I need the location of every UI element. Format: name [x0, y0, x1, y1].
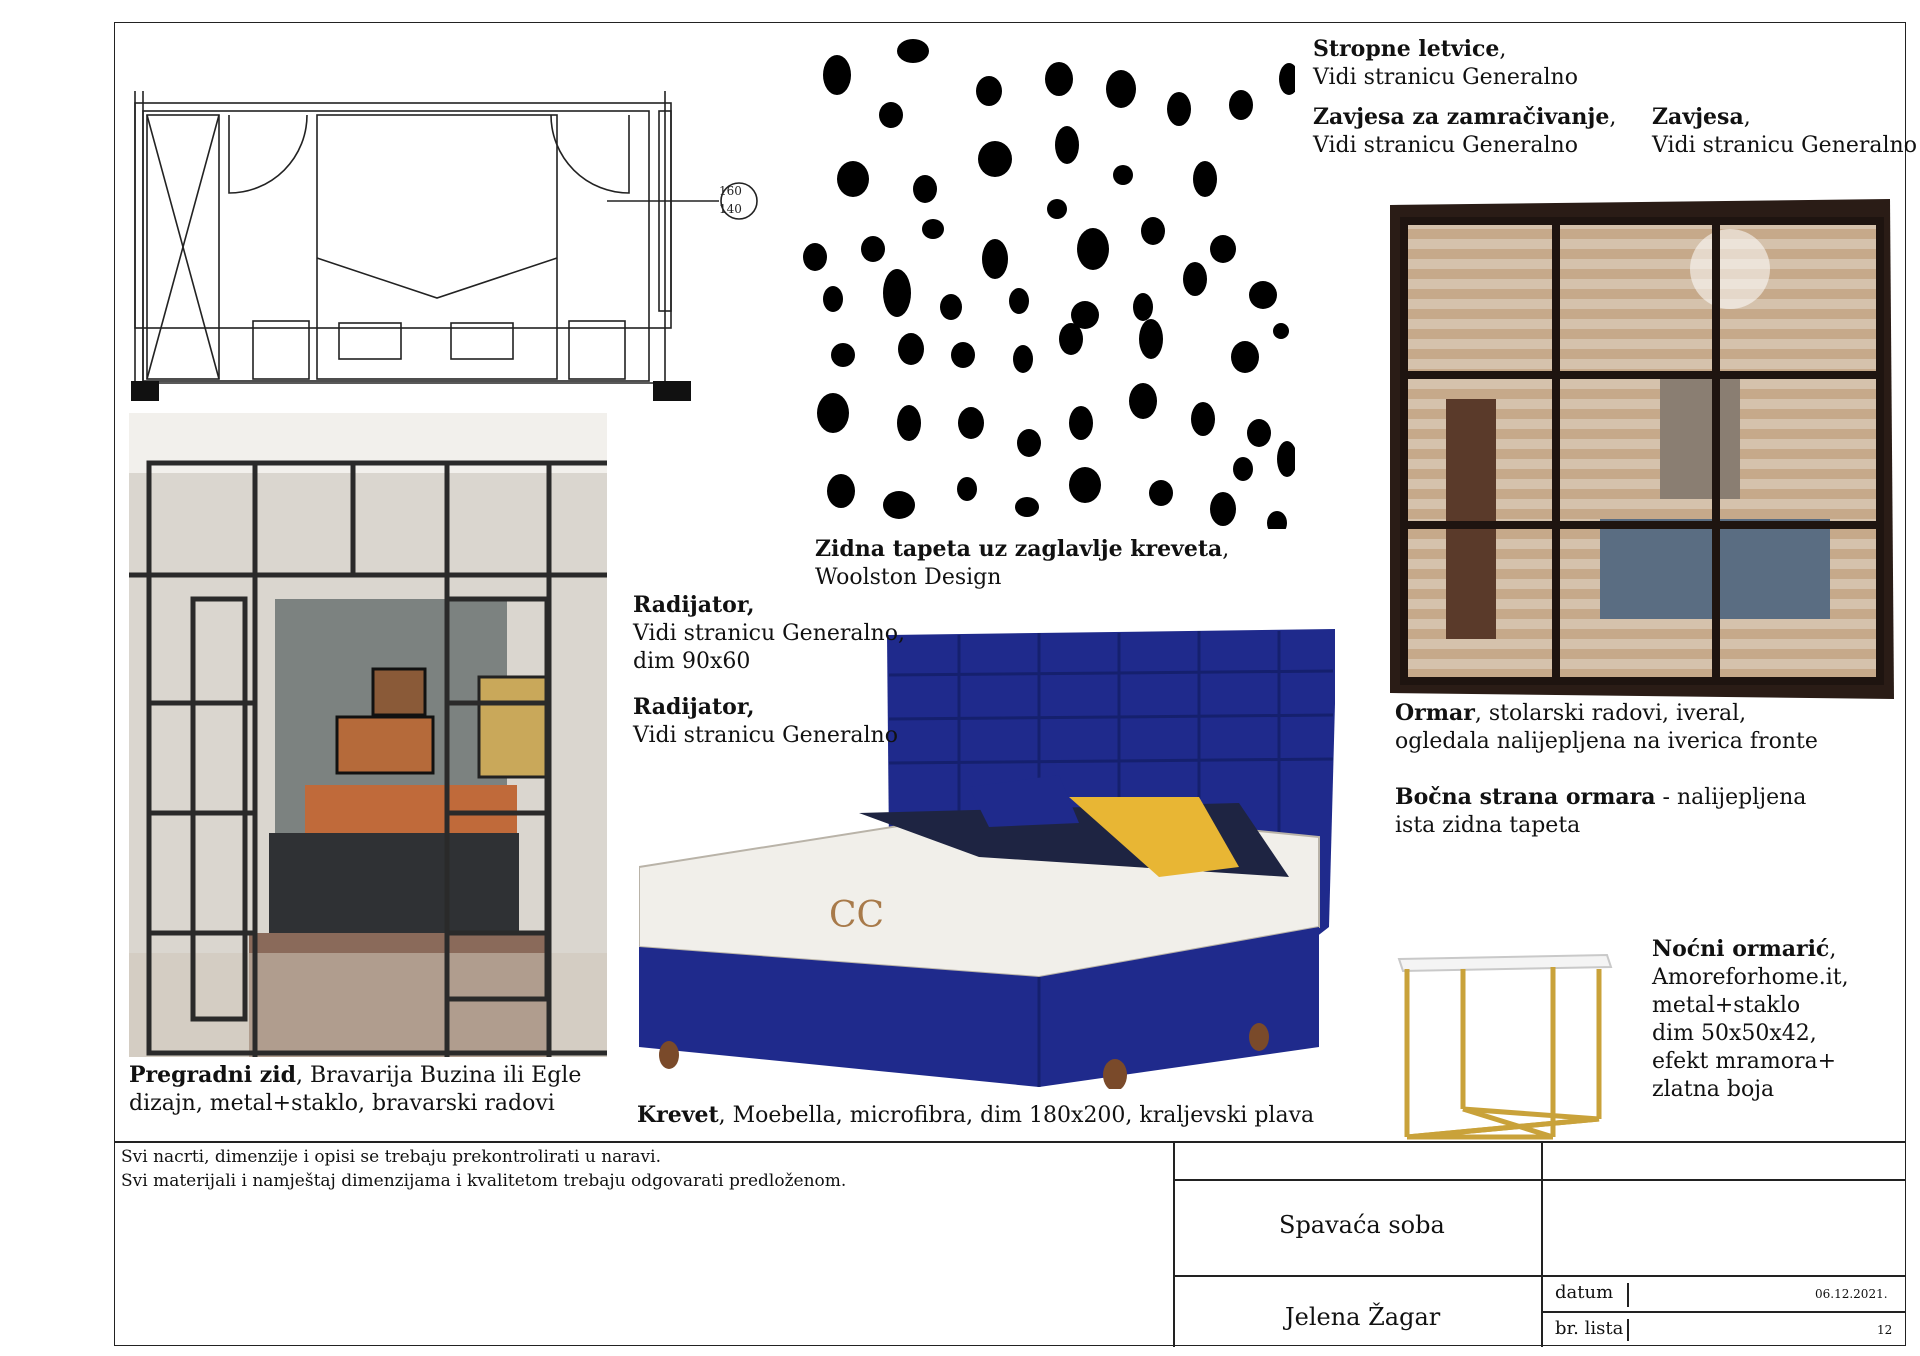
- caption-zavjesa-zam-rest: ,: [1609, 105, 1617, 130]
- title-block-tick-date: [1627, 1283, 1629, 1307]
- caption-nocni-line5: efekt mramora+: [1652, 1049, 1837, 1074]
- caption-ormar-line2: ogledala nalijepljena na iverica fronte: [1395, 729, 1818, 754]
- caption-krevet-rest: , Moebella, microfibra, dim 180x200, kraljevski plava: [718, 1103, 1315, 1128]
- caption-tapeta-bold: Zidna tapeta uz zaglavlje kreveta: [815, 536, 1223, 562]
- wallpaper-pattern: [803, 39, 1295, 529]
- side-table-photo: [1393, 939, 1621, 1149]
- caption-zavjesa-zam-line2: Vidi stranicu Generalno: [1313, 133, 1578, 158]
- caption-nocni-bold: Noćni ormarić: [1652, 936, 1830, 962]
- dim-140-label: 140: [719, 202, 742, 216]
- caption-stropne-letvice: [1313, 35, 1578, 92]
- caption-krevet-bold: Krevet: [637, 1102, 719, 1128]
- notes-line-1: Svi nacrti, dimenzije i opisi se trebaju prekontrolirati u naravi.: [121, 1147, 661, 1167]
- caption-radijator1-line2: Vidi stranicu Generalno,: [633, 621, 905, 646]
- caption-zavjesa: [1652, 103, 1917, 160]
- caption-nocni-line4: dim 50x50x42,: [1652, 1021, 1817, 1046]
- caption-zavjesa-line2: Vidi stranicu Generalno: [1652, 133, 1917, 158]
- caption-nocni-line6: zlatna boja: [1652, 1077, 1775, 1102]
- caption-tapeta-rest: ,: [1222, 537, 1230, 562]
- caption-bocna-line2: ista zidna tapeta: [1395, 813, 1581, 838]
- sheet-number-label: br. lista: [1555, 1318, 1624, 1339]
- svg-text:CC: CC: [829, 895, 885, 936]
- caption-bocna-strana: [1395, 783, 1806, 840]
- caption-radijator1-bold: Radijator,: [633, 592, 755, 618]
- caption-bocna-bold: Bočna strana ormara: [1395, 784, 1656, 810]
- caption-nocni-line3: metal+staklo: [1652, 993, 1801, 1018]
- title-block-row-2: [1173, 1275, 1905, 1277]
- notes-line-2: Svi materijali i namještaj dimenzijama i kvalitetom trebaju odgovarati predloženom.: [121, 1171, 847, 1191]
- title-block-top-border: [115, 1141, 1905, 1143]
- author-name: Jelena Žagar: [1285, 1303, 1441, 1331]
- caption-radijator-2: [633, 693, 898, 750]
- drawing-sheet: [114, 22, 1917, 1346]
- caption-bocna-rest: - nalijepljena: [1655, 785, 1807, 810]
- sheet-number-value: 12: [1877, 1323, 1893, 1337]
- caption-pregradni-bold: Pregradni zid: [129, 1062, 296, 1088]
- caption-zidna-tapeta: [815, 535, 1229, 592]
- caption-zavjesa-zam-bold: Zavjesa za zamračivanje: [1313, 104, 1610, 130]
- caption-ormar: [1395, 699, 1818, 756]
- date-value: 06.12.2021.: [1815, 1287, 1888, 1301]
- partition-wall-photo: [129, 413, 607, 1057]
- title-block-row-3: [1541, 1311, 1905, 1313]
- caption-nocni-line2: Amoreforhome.it,: [1652, 965, 1849, 990]
- title-block-divider-vertical: [1173, 1141, 1175, 1347]
- date-label: datum: [1555, 1282, 1614, 1303]
- caption-stropne-bold: Stropne letvice: [1313, 36, 1500, 62]
- title-block-row-1: [1173, 1179, 1905, 1181]
- wardrobe-photo: [1390, 199, 1894, 699]
- caption-ormar-rest: , stolarski radovi, iveral,: [1474, 701, 1747, 726]
- caption-radijator2-line2: Vidi stranicu Generalno: [633, 723, 898, 748]
- floor-plan: [129, 83, 789, 413]
- caption-pregradni-rest: , Bravarija Buzina ili Egle: [296, 1063, 582, 1088]
- caption-zavjesa-rest: ,: [1743, 105, 1751, 130]
- caption-zavjesa-bold: Zavjesa: [1652, 104, 1744, 130]
- caption-tapeta-line2: Woolston Design: [815, 565, 1002, 590]
- caption-radijator2-bold: Radijator,: [633, 694, 755, 720]
- caption-pregradni-zid: [129, 1061, 581, 1118]
- caption-nocni-rest: ,: [1829, 937, 1837, 962]
- room-name: Spavaća soba: [1279, 1211, 1445, 1239]
- caption-stropne-line2: Vidi stranicu Generalno: [1313, 65, 1578, 90]
- caption-pregradni-line2: dizajn, metal+staklo, bravarski radovi: [129, 1091, 555, 1116]
- caption-radijator-1: [633, 591, 905, 676]
- title-block-tick-sheet: [1627, 1319, 1629, 1341]
- caption-stropne-rest: ,: [1499, 37, 1507, 62]
- caption-nocni-ormaric: [1652, 935, 1849, 1104]
- dim-160-label: 160: [719, 184, 742, 198]
- title-block-tick-top: [1541, 1149, 1543, 1173]
- caption-zavjesa-zamracivanje: [1313, 103, 1616, 160]
- caption-ormar-bold: Ormar: [1395, 700, 1475, 726]
- caption-krevet: [637, 1101, 1314, 1130]
- caption-radijator1-line3: dim 90x60: [633, 649, 751, 674]
